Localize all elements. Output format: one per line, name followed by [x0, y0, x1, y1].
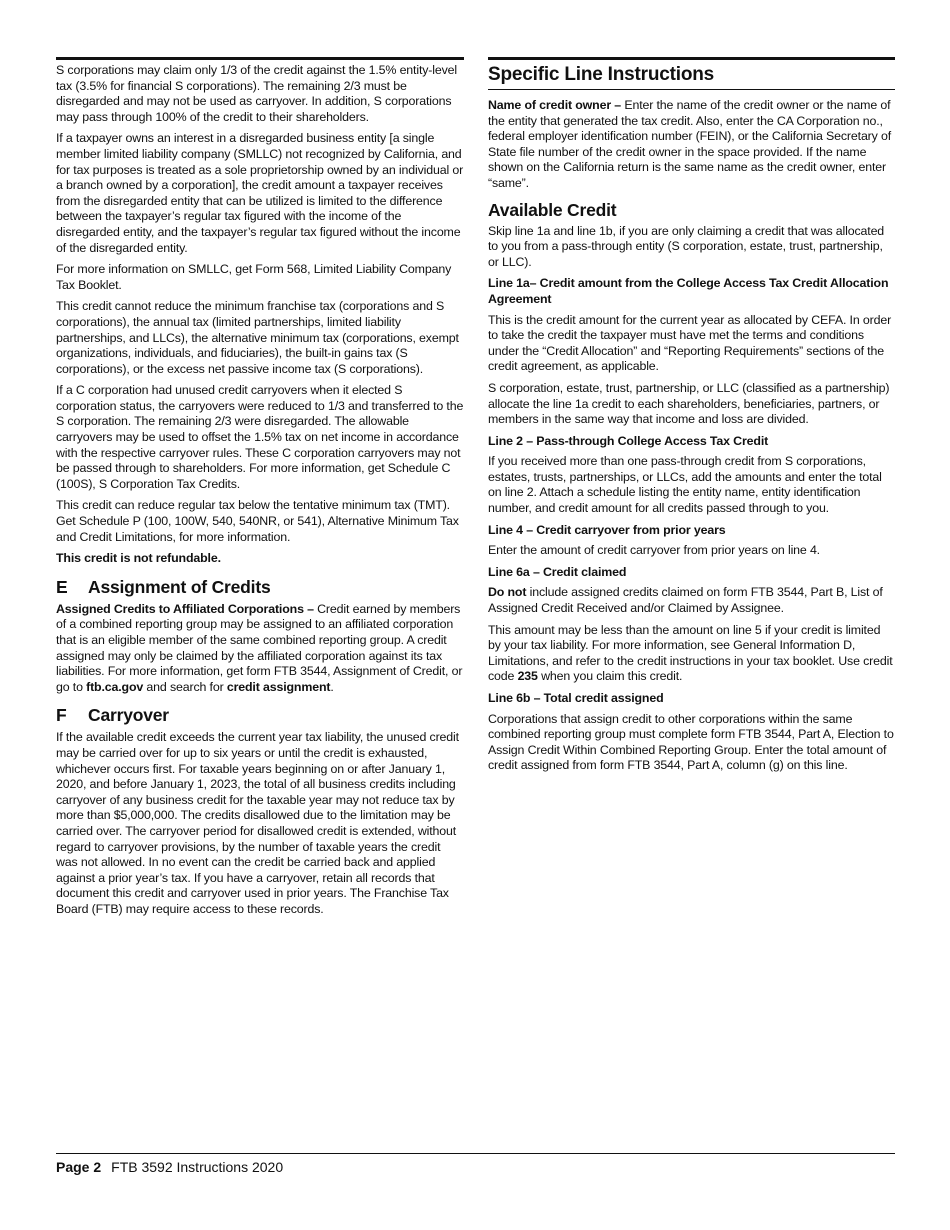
paragraph-cannot-reduce: This credit cannot reduce the minimum franchise tax (corporations and S corporations), the annual tax (limited partnerships, limited liability partnerships, and LLCs), the alternative minimum tax (corporations, exempt organizations, individuals, and fiduciaries), the built-in gains tax (S corporations), or the excess net passive income tax (S corporations). — [56, 299, 459, 376]
paragraph-line-1a-allocation: S corporation, estate, trust, partnership, or LLC (classified as a partnership) allocate the line 1a credit to each shareholders, beneficiaries, partners, or members in the same way that income and loss are divided. — [488, 380, 890, 427]
paragraph-tmt: This credit can reduce regular tax below the tentative minimum tax (TMT). Get Schedule P (100, 100W, 540, 540NR, or 541), Alternative Minimum Tax and Credit Limitations, for more information. — [56, 498, 459, 544]
not-refundable-note: This credit is not refundable. — [56, 551, 221, 566]
section-f-title: Carryover — [88, 705, 169, 726]
paragraph-c-corp-carryovers: If a C corporation had unused credit carryovers when it elected S corporation status, the carryovers were reduced to 1/3 and transferred to the S corporation. The remaining 2/3 were disregarded. The allowable carryovers may be used to offset the 1.5% tax on net income in accordance with the respective carryover rules. These C corporation carryovers may not be passed through to shareholders. For more information, get Schedule C (100S), S Corporation Tax Credits. — [56, 383, 464, 491]
limit-text-a: This amount may be less than the amount on line 5 if your credit is limited by your tax liability. For more information, see General Information D, Limitations, and refer to the credit instructions in your tax booklet. Use credit code — [488, 622, 893, 684]
ftb-website-link[interactable]: ftb.ca.gov — [86, 679, 144, 694]
do-not-lead: Do not — [488, 585, 527, 600]
line-4-heading: Line 4 – Credit carryover from prior years — [488, 522, 726, 537]
line-1a-heading: Line 1a– Credit amount from the College Access Tax Credit Allocation Agreement — [488, 276, 889, 306]
credit-code: 235 — [517, 669, 538, 684]
line-6b-heading: Line 6b – Total credit assigned — [488, 691, 664, 705]
credit-owner-text: Enter the name of the credit owner or the name of the entity that generated the tax credit. Also, enter the CA Corporation no., federal employer identification number (FEIN), or the California Secretary of State file number of the credit owner in the space provided. If the name shown on the California return is the same name as the credit owner, enter “same”. — [488, 98, 892, 190]
assigned-credits-text: Credit earned by members of a combined reporting group may be assigned to an affiliated corporation that is an eligible member of the same combined reporting group. A credit assigned may only be claimed by the affiliated corporation against its tax liabilities. For more information, get form FTB 3544, Assignment of Credit, or go to — [56, 601, 463, 694]
paragraph-carryover: If the available credit exceeds the current year tax liability, the unused credit may be carried over for up to six years or until the credit is exhausted, whichever occurs first. For taxable years beginning on or after January 1, 2020, and before January 1, 2023, the total of all business credits including carryover of any business credit for the taxable year may not reduce tax by more than $5,000,000. The credits disallowed due to the limitation may be carried over. The carryover period for disallowed credit is extended, without regard to carryover provisions, by the number of taxable years the credit was not allowed. In no event can the credit be carried back and applied against a prior year’s tax. If you have a carryover, retain all records that document this credit and carryover used in prior years. The Franchise Tax Board (FTB) may require access to these records. — [56, 730, 459, 916]
available-credit-heading: Available Credit — [488, 199, 617, 220]
paragraph-s-corp-credit: S corporations may claim only 1/3 of the credit against the 1.5% entity-level tax (3.5% for financial S corporations). The remaining 2/3 must be disregarded and may not be used as carryover. In addition, S corporations may pass through 100% of the credit to their shareholders. — [56, 63, 457, 124]
paragraph-line-6a-limit — [488, 623, 895, 685]
section-e-heading — [56, 577, 464, 597]
left-column — [56, 57, 464, 924]
section-f-letter: F — [56, 705, 67, 726]
search-term: credit assignment — [226, 679, 331, 694]
do-not-text: include assigned credits claimed on form FTB 3544, Part B, List of Assigned Credit Received and/or Claimed by Assignee. — [488, 585, 883, 616]
limit-text-b: when you claim this credit. — [537, 669, 683, 684]
page-number: Page 2 — [56, 1159, 102, 1175]
paragraph-line-2: If you received more than one pass-through credit from S corporations, estates, trusts, partnerships, or LLCs, add the amounts and enter the total on line 2. Attach a schedule listing the entity name, entity identification number, and credit amount for all credits passed through to you. — [488, 454, 882, 516]
specific-line-instructions-title: Specific Line Instructions — [488, 64, 895, 90]
assigned-credits-end: . — [330, 679, 334, 694]
credit-owner-lead: Name of credit owner – — [488, 98, 622, 112]
paragraph-disregarded-entity: If a taxpayer owns an interest in a disregarded business entity [a single member limited liability company (SMLLC) not recognized by California, and for tax purposes is treated as a sole proprietorship owned by an individual or a branch owned by a corporation], the credit amount a taxpayer receives from the disregarded entity that can be utilized is limited to the difference between the taxpayer’s regular tax figured with the income of the disregarded entity, and the taxpayer’s regular tax figured without the income of the disregarded entity. — [56, 131, 464, 255]
section-e-title: Assignment of Credits — [88, 576, 271, 597]
line-2-heading: Line 2 – Pass-through College Access Tax Credit — [488, 433, 769, 448]
section-f-heading — [56, 705, 464, 725]
paragraph-line-6b: Corporations that assign credit to other corporations within the same combined reporting group must complete form FTB 3544, Part A, Election to Assign Credit Within Combined Reporting Group. Enter the total amount of credit assigned from form FTB 3544, Part A, column (g) on this line. — [488, 711, 894, 773]
line-6a-heading: Line 6a – Credit claimed — [488, 564, 627, 579]
section-e-letter: E — [56, 576, 68, 597]
right-column — [488, 57, 895, 780]
assigned-credits-mid: and search for — [143, 679, 227, 694]
paragraph-line-6a-do-not — [488, 585, 895, 616]
assigned-credits-lead: Assigned Credits to Affiliated Corporations – — [56, 601, 314, 616]
paragraph-credit-owner — [488, 98, 895, 192]
paragraph-available-credit: Skip line 1a and line 1b, if you are only claiming a credit that was allocated to you from a pass-through entity (S corporation, estate, trust, partnership, or LLC). — [488, 223, 885, 269]
paragraph-line-1a-cefa: This is the credit amount for the current year as allocated by CEFA. In order to take the credit the taxpayer must have met the terms and conditions under the “Credit Allocation” and “Reporting Requirements” sections of the credit agreement, as applicable. — [488, 312, 892, 374]
paragraph-assigned-credits — [56, 602, 464, 696]
form-name: FTB 3592 Instructions 2020 — [111, 1159, 284, 1175]
page-footer — [56, 1153, 895, 1175]
paragraph-line-4: Enter the amount of credit carryover from prior years on line 4. — [488, 543, 820, 558]
paragraph-smllc-info: For more information on SMLLC, get Form 568, Limited Liability Company Tax Booklet. — [56, 262, 452, 292]
